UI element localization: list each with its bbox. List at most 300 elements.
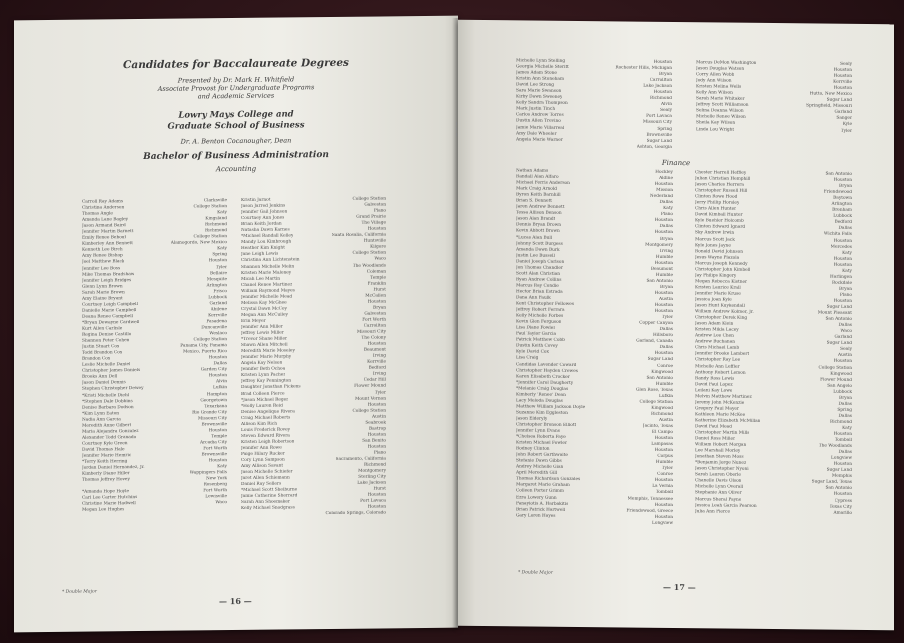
graduate-name: Carl Lee Carter Hutchins bbox=[82, 495, 138, 501]
graduate-name: Christopher Bronson Elliott bbox=[516, 422, 577, 428]
hometown: College Station bbox=[818, 364, 852, 371]
hometown: Houston bbox=[367, 492, 386, 498]
graduate-name: Georgia Michelle Steritt bbox=[516, 64, 569, 70]
hometown: Waco bbox=[840, 328, 852, 335]
graduate-name: Kristen Melina Wells bbox=[696, 84, 742, 90]
graduate-name: Jennifer Gail Johnson bbox=[241, 209, 288, 216]
hometown: Beaumont bbox=[650, 266, 673, 272]
graduate-name: Lisa Diane Fowler bbox=[516, 325, 556, 331]
graduate-name: Marcus DeMon Washington bbox=[696, 60, 757, 66]
hometown: Longview bbox=[831, 455, 852, 462]
hometown: College Station bbox=[352, 408, 386, 414]
graduate-name: Melissa Kay McGhee bbox=[241, 300, 287, 306]
name-column bbox=[695, 170, 852, 528]
graduate-name: Karen Elisabeth Crocker bbox=[516, 373, 570, 380]
hometown: Houston bbox=[208, 458, 227, 464]
graduate-name: Jeffrey Robert Ferrara bbox=[516, 307, 565, 313]
graduate-name: Courtney Ann Jones bbox=[241, 215, 285, 222]
graduate-name: Emily Renee Bebout bbox=[82, 235, 127, 241]
staple-mark bbox=[456, 455, 459, 469]
major-finance-heading: Finance bbox=[661, 158, 691, 168]
hometown: Katy bbox=[217, 464, 227, 470]
graduate-name: Julian Christian Hemphill bbox=[695, 176, 751, 182]
graduate-name: Marcus Joseph Kennedy bbox=[695, 260, 748, 267]
graduate-name: Paul Taylor Garcia bbox=[516, 331, 557, 338]
hometown: Richmond bbox=[205, 222, 227, 228]
hometown: Corpus bbox=[657, 454, 673, 460]
graduate-name: Dustin Keith Covey bbox=[516, 343, 558, 350]
hometown: Memphis bbox=[831, 473, 852, 480]
graduate-name: David Thomas Hale bbox=[82, 447, 125, 453]
hometown: Rockdale bbox=[831, 280, 852, 286]
graduate-name: Michelle Lynn Overall bbox=[695, 484, 744, 491]
hometown: Fort Worth bbox=[203, 488, 227, 494]
hometown: Hurst bbox=[373, 486, 386, 492]
hometown: Tyler bbox=[374, 389, 386, 396]
graduate-name: *Terry Keith Herring bbox=[82, 459, 128, 465]
graduate-name: Kristen Marie Maloney bbox=[241, 269, 292, 276]
graduate-name: Amanda Dawn Burk bbox=[516, 246, 560, 253]
graduate-name: Kristen Lynn Pacher bbox=[241, 372, 286, 379]
graduate-name: Angela Marie Warner bbox=[516, 136, 563, 143]
presented-line-3: and Academic Services bbox=[197, 91, 275, 101]
hometown: Austin bbox=[372, 414, 386, 420]
graduate-name: Daughter Jonathan Pickens bbox=[241, 384, 301, 391]
hometown: Lubbock bbox=[208, 294, 227, 301]
graduate-name: Christopher James Daniels bbox=[82, 368, 141, 374]
graduate-name: Marcus Scott Jack bbox=[695, 236, 735, 243]
hometown: Lake Jackson bbox=[357, 480, 386, 486]
graduate-name: Maria Alejandra Gonzalez bbox=[82, 428, 139, 435]
hometown: Houston bbox=[367, 432, 386, 438]
graduate-name: Jennifer Leigh Bridges bbox=[82, 277, 132, 284]
hometown: Plano bbox=[373, 208, 386, 214]
graduate-name: Christina Anderson bbox=[82, 205, 125, 211]
graduate-name: Thomas Richardson Gonzales bbox=[516, 476, 581, 483]
graduate-name: Todd Brandon Cox bbox=[82, 350, 123, 356]
graduate-name: Alexander Todd Granado bbox=[82, 434, 137, 441]
hometown: Houston bbox=[654, 260, 673, 266]
hometown: Colorado Springs, Colorado bbox=[325, 510, 386, 517]
hometown: Irving bbox=[372, 353, 386, 359]
hometown: Houston bbox=[833, 262, 852, 268]
graduate-name: Leilani Kay Lowe bbox=[695, 387, 733, 394]
name-column bbox=[241, 196, 386, 518]
right-finance-columns bbox=[516, 168, 852, 528]
graduate-name: Deana Renee Campbell bbox=[82, 313, 133, 320]
hometown: Houston bbox=[833, 298, 852, 304]
graduate-name: Jason Charles Herrera bbox=[695, 182, 744, 188]
graduate-name: Jody Ann Wilson bbox=[696, 78, 732, 84]
graduate-name: Jennifer Marie Murphy bbox=[241, 354, 292, 361]
hometown: Carrollton bbox=[649, 77, 672, 84]
hometown: Kerrville bbox=[367, 359, 386, 365]
hometown: Richmond bbox=[651, 411, 673, 417]
graduate-name: Kevin Glen Ferguson bbox=[516, 319, 562, 325]
graduate-name: Gregory Paul Mayer bbox=[695, 406, 739, 412]
hometown: Dallas bbox=[659, 327, 673, 333]
hometown: Ashton, Georgia bbox=[636, 144, 672, 150]
graduate-name: *Amanda Hope Hoyle bbox=[82, 489, 130, 495]
hometown: Sacramento, California bbox=[335, 456, 386, 462]
hometown: Houston bbox=[833, 238, 852, 244]
hometown: Houston bbox=[208, 355, 227, 361]
graduate-name: Jason Daniel Dennis bbox=[82, 380, 126, 387]
graduate-name: *Holly Lauren Reid bbox=[241, 403, 283, 409]
hometown: Hampton bbox=[206, 391, 227, 397]
hometown: Katy bbox=[217, 246, 227, 252]
graduate-name: Rodney Clinton bbox=[516, 446, 550, 452]
left-header bbox=[14, 56, 458, 175]
hometown: Friendswood, Greece bbox=[626, 508, 673, 514]
hometown: Austin bbox=[659, 296, 673, 302]
graduate-name: Carroll Ray Adams bbox=[82, 199, 124, 205]
hometown: Flower Mound bbox=[354, 383, 386, 390]
graduate-name: Jon Thomas Chandler bbox=[516, 265, 563, 271]
hometown: Conroe bbox=[657, 363, 673, 369]
graduate-name: *Chelsea Roberta Faye bbox=[516, 434, 566, 440]
hometown: Richmond bbox=[830, 419, 852, 425]
hometown: Bryan bbox=[660, 236, 673, 242]
graduate-name: Jennifer Marie Hemric bbox=[82, 453, 132, 459]
hometown: Houston bbox=[654, 218, 673, 224]
hometown: Jacinto, Texas bbox=[642, 423, 673, 429]
hometown: Sealy bbox=[840, 347, 852, 353]
hometown: Katy bbox=[842, 425, 852, 431]
graduate-name: Glenn Lynn Brown bbox=[82, 283, 123, 290]
hometown: Bryan bbox=[373, 305, 386, 311]
graduate-name: Randall Alan Alfaro bbox=[516, 174, 559, 180]
graduate-name: Panayiotis A. Harbakitis bbox=[516, 500, 569, 507]
hometown: Sealy bbox=[660, 108, 672, 114]
graduate-name: Jason Alan Brandt bbox=[516, 216, 556, 223]
hometown: Hillsboro bbox=[652, 333, 673, 339]
graduate-name: April Meredith Gill bbox=[516, 470, 558, 477]
hometown: Franklin bbox=[367, 281, 386, 287]
graduate-name: Jessica Joan Kyle bbox=[695, 297, 732, 303]
graduate-name: Jennifer Marie Kruse bbox=[695, 291, 741, 297]
graduate-name: *Trevor Shane Miller bbox=[241, 336, 288, 343]
graduate-name: Jason Christopher Nyoni bbox=[695, 466, 749, 473]
hometown: Humble bbox=[655, 272, 673, 278]
graduate-name: Craig Michael Roberts bbox=[241, 415, 291, 421]
hometown: Kyle bbox=[842, 122, 852, 128]
graduate-name: Meredith Marie Moseley bbox=[241, 348, 295, 355]
graduate-name: *Melanie Craig Douglas bbox=[516, 386, 569, 392]
hometown: Temple bbox=[370, 275, 386, 281]
graduate-name: Shawn Allen Mitchell bbox=[241, 342, 288, 349]
graduate-name: Brian Keith Jordan bbox=[241, 221, 282, 228]
hometown: Kingwood bbox=[651, 405, 673, 411]
graduate-name: Chris Michael Lamb bbox=[695, 345, 740, 352]
hometown: Kingsland bbox=[205, 216, 227, 222]
graduate-name: Mark Justin Tinch bbox=[516, 106, 556, 113]
graduate-name: Katherine Elizabeth McMillan bbox=[695, 418, 761, 424]
graduate-name: Sarah Marie Brown bbox=[82, 289, 125, 296]
hometown: Garland, Canada bbox=[636, 338, 673, 345]
graduate-name: Kristen Leigh Robertson bbox=[241, 439, 295, 445]
graduate-name: Andrew Buchanan bbox=[695, 339, 736, 345]
hometown: Houston bbox=[654, 181, 673, 188]
graduate-name: Jesus Wayne Plazola bbox=[695, 254, 740, 261]
hometown: Houston bbox=[654, 478, 673, 484]
graduate-name: Kenneth Lee Birch bbox=[82, 247, 123, 253]
graduate-name: Jeffrey Lewis Miller bbox=[241, 330, 284, 336]
hometown: Waco bbox=[374, 256, 386, 263]
hometown: Lewisville bbox=[205, 494, 227, 500]
hometown: Spring bbox=[212, 252, 227, 258]
graduate-name: Selina Deanna Wilson bbox=[696, 108, 744, 115]
graduate-name: Thomas Jeffrey Hovey bbox=[82, 477, 130, 483]
hometown: Houston bbox=[833, 256, 852, 262]
hometown: Fort Worth bbox=[362, 317, 386, 323]
graduate-name: Ryan Andrew Collins bbox=[516, 277, 562, 283]
hometown: Houston bbox=[367, 504, 386, 511]
major-accounting-heading: Accounting bbox=[215, 164, 257, 173]
hometown: San Antonio bbox=[646, 375, 673, 381]
hometown: Seabrook bbox=[365, 420, 386, 426]
graduate-name: Kyle Jones Jayne bbox=[695, 242, 731, 249]
hometown: Houston bbox=[833, 67, 852, 73]
hometown: Montgomery bbox=[645, 242, 673, 248]
graduate-name: Andrew Lee Chen bbox=[695, 333, 734, 339]
graduate-name: Courtney Kyle Green bbox=[82, 441, 128, 447]
page-number-left: — 16 — bbox=[219, 595, 252, 607]
graduate-name: Megan Lee Hughes bbox=[82, 507, 125, 514]
hometown: Dallas bbox=[659, 345, 673, 351]
graduate-name: Jordan Daniel Hernandez, Jr. bbox=[82, 465, 145, 471]
hometown: Wichita Falls bbox=[823, 232, 852, 238]
graduate-name: James Adam Stone bbox=[516, 70, 557, 76]
graduate-name: Jamie Catherine Sherrard bbox=[241, 493, 298, 500]
presenter bbox=[14, 74, 458, 103]
graduate-name: Denise Angelique Rivera bbox=[241, 409, 295, 415]
graduate-name: Leslie Michelle Daniel bbox=[82, 362, 131, 368]
hometown: Dallas bbox=[838, 401, 852, 407]
hometown: Bedford bbox=[834, 220, 852, 226]
graduate-name: Heather Kim Knight bbox=[241, 245, 285, 252]
hometown: Coleman bbox=[366, 268, 386, 275]
hometown: Houston bbox=[367, 299, 386, 305]
hometown: Bryan bbox=[659, 71, 672, 78]
hometown: Kingwood bbox=[830, 371, 852, 377]
list-item bbox=[82, 506, 227, 514]
graduate-name: John Robert Garthwaite bbox=[516, 452, 568, 459]
hometown: Arlington bbox=[206, 282, 227, 288]
hometown: Missouri City bbox=[642, 120, 672, 126]
hometown: Houston bbox=[208, 258, 227, 264]
hometown: The Woodlands bbox=[352, 262, 386, 269]
hometown: Amarillo bbox=[833, 510, 852, 516]
hometown: Bryan bbox=[839, 183, 852, 189]
graduate-name: Steven Edward Rivera bbox=[241, 433, 290, 439]
graduate-name: Tessa Allison Benson bbox=[516, 210, 562, 217]
graduate-name: Amy Renee Bishop bbox=[82, 253, 123, 260]
graduate-name: Lisa Craig bbox=[516, 355, 539, 362]
graduate-name: Brooks Ann Dell bbox=[82, 374, 118, 380]
graduate-name: Sarah Marie Whitaker bbox=[696, 96, 745, 102]
graduate-name: Clinton Edward Ignard bbox=[695, 224, 746, 231]
graduate-name: Marcus Ray Condie bbox=[516, 283, 559, 289]
graduate-name: Clinton Rowe Hood bbox=[695, 194, 738, 200]
hometown: Houston bbox=[654, 230, 673, 236]
hometown: Sanger bbox=[836, 116, 852, 122]
hometown: Houston bbox=[654, 351, 673, 357]
graduate-name: Louis Frederick Rovey bbox=[241, 427, 291, 433]
graduate-name: *Michael Randall Kelley bbox=[241, 233, 294, 240]
hometown: Sugar Land bbox=[646, 138, 672, 144]
list-item bbox=[241, 511, 386, 519]
hometown: Humble bbox=[655, 254, 673, 260]
hometown: The Woodlands bbox=[818, 443, 852, 449]
graduate-name: *Benjamin Jorge Nunez bbox=[695, 460, 747, 466]
graduate-name: Jay Philips Kingery bbox=[695, 272, 737, 279]
hometown: Harlingen bbox=[830, 274, 852, 280]
graduate-name: Jeffrey Scott Williamson bbox=[696, 102, 749, 109]
hometown: El Campo bbox=[651, 429, 673, 435]
graduate-name: Christopher Hayden Crewes bbox=[516, 367, 578, 374]
hometown: Bastrop bbox=[368, 426, 386, 432]
hometown: Flower Mound bbox=[820, 377, 852, 383]
hometown: Lufkin bbox=[659, 393, 673, 399]
hometown: Dallas bbox=[659, 200, 673, 206]
hometown: Humble bbox=[655, 460, 673, 466]
hometown: Missouri City bbox=[197, 415, 227, 422]
graduate-name: Sarah Ann Shoemaker bbox=[241, 499, 290, 506]
graduate-name: Kristin Ann Stoneham bbox=[516, 76, 565, 82]
graduate-name: David Paul Mead bbox=[695, 424, 732, 430]
graduate-name: Jaren Andrew Bennett bbox=[516, 204, 565, 211]
hometown: Beaumont bbox=[363, 347, 386, 353]
hometown: Hutto, New Mexico bbox=[809, 91, 852, 98]
graduate-name: Megan Ann McCulley bbox=[241, 312, 288, 318]
graduate-name: Jennifer Lee Boss bbox=[82, 265, 121, 272]
graduate-name: Shannon Peter Cohen bbox=[82, 338, 130, 344]
graduate-name: Kelly Sandra Thompson bbox=[516, 100, 568, 107]
hometown: La Vernia bbox=[652, 484, 673, 490]
hometown: Alvin bbox=[215, 379, 227, 385]
hometown: Houston bbox=[833, 85, 852, 92]
hometown: Brenham bbox=[832, 207, 852, 214]
graduate-name: Micah Lee Martin bbox=[241, 276, 281, 282]
graduate-name: Suzanne Kim Eggleston bbox=[516, 410, 568, 416]
hometown: Duncanville bbox=[201, 325, 227, 331]
graduate-name: *Kim Lynn Eaton bbox=[82, 410, 120, 417]
graduate-name: Carlos Andrew Torres bbox=[516, 112, 564, 119]
hometown: Plano bbox=[660, 212, 673, 218]
graduate-name: Danielle Marie Campbell bbox=[82, 307, 137, 314]
hometown: Kerrville bbox=[833, 79, 852, 85]
hometown: Panama City, Panama bbox=[180, 343, 227, 349]
hometown: Houston bbox=[208, 427, 227, 434]
graduate-name: Natasha Dawn Karnes bbox=[241, 227, 290, 234]
hometown: Garland bbox=[834, 110, 852, 116]
hometown: Houston bbox=[833, 431, 852, 437]
graduate-name: Hector Brian Estrada bbox=[516, 289, 563, 295]
hometown: Austin bbox=[659, 417, 673, 423]
hometown: Missouri City bbox=[356, 329, 386, 335]
hometown: Texarkana bbox=[204, 403, 227, 409]
hometown: Houston bbox=[653, 89, 672, 96]
hometown: Spring bbox=[657, 126, 672, 132]
name-column bbox=[82, 198, 227, 520]
hometown: Houston bbox=[653, 59, 672, 65]
hometown: San Antonio bbox=[825, 171, 852, 177]
hometown: Rio Grande City bbox=[192, 409, 227, 416]
hometown: San Angelo bbox=[827, 383, 852, 389]
graduate-name: Jason Elderyly bbox=[516, 416, 548, 422]
hometown: Houston bbox=[833, 461, 852, 468]
hometown: Richmond bbox=[364, 462, 386, 468]
graduate-name: Colleen Porter Grimm bbox=[516, 488, 564, 495]
graduate-name: Jennifer Ann Miller bbox=[241, 324, 283, 330]
hometown: Sugar Land bbox=[826, 97, 852, 104]
graduate-name: Regina Denise Castillo bbox=[82, 332, 132, 338]
graduate-name: Kelly Ann Wilson bbox=[696, 90, 733, 96]
graduate-name: Thomas Angle bbox=[82, 211, 113, 217]
graduate-name: Corry Allen Webb bbox=[696, 72, 735, 78]
graduate-name: Kyle Buehler Holcomb bbox=[695, 218, 744, 225]
graduate-name: Jennifer Ann Rowe bbox=[241, 445, 282, 451]
hometown: Sugar Land bbox=[826, 467, 852, 474]
graduate-name: Michelle Lynn Stelling bbox=[516, 58, 566, 64]
hometown: Hockley bbox=[655, 169, 673, 175]
hometown: Tyler bbox=[661, 466, 673, 472]
hometown: College Station bbox=[352, 196, 386, 202]
graduate-name: Kristen Mikla Lacey bbox=[695, 327, 739, 333]
graduate-name: Michelle Renee Wilson bbox=[696, 114, 746, 121]
graduate-name: Jaret Allen Schiemann bbox=[241, 475, 290, 482]
graduate-name: William Andrew Kolmer, Jr. bbox=[695, 309, 754, 315]
hometown: Pasadena bbox=[206, 319, 227, 325]
hometown: Galveston bbox=[364, 311, 386, 317]
graduate-name: *Bryan Dewayne Cardwell bbox=[82, 319, 140, 326]
graduate-name: David Paul Lopez bbox=[695, 381, 733, 388]
graduate-name: Crystal Dawn McCoy bbox=[241, 306, 287, 312]
hometown: Weslaco bbox=[209, 331, 227, 337]
hometown: Texas City bbox=[829, 504, 852, 510]
graduate-name: Dustin Allen Trevino bbox=[516, 118, 561, 125]
hometown: Houston bbox=[833, 359, 852, 365]
graduate-name: Jennifer Michelle Mead bbox=[241, 294, 293, 300]
hometown: Temple bbox=[211, 433, 227, 440]
graduate-name: David Kimball Hunter bbox=[695, 212, 743, 219]
hometown: Conroe bbox=[657, 472, 673, 478]
graduate-name: Shannon Michelle Melin bbox=[241, 263, 295, 270]
graduate-name: Candidas Lavender Coward bbox=[516, 361, 577, 368]
hometown: Houston bbox=[654, 502, 673, 508]
graduate-name: Linda Lou Wright bbox=[696, 126, 735, 133]
hometown: Rosenberg bbox=[203, 482, 227, 488]
hometown: Humble bbox=[655, 381, 673, 387]
hometown: Houston bbox=[833, 492, 852, 498]
graduate-name: Sky Andrew Irwin bbox=[695, 230, 735, 237]
graduate-name: Christopher John Kimbell bbox=[695, 266, 751, 273]
hometown: Dallas bbox=[659, 224, 673, 230]
hometown: Katy bbox=[842, 250, 852, 256]
left-page bbox=[14, 16, 458, 633]
hometown: Grand Prairie bbox=[356, 214, 386, 220]
graduate-name: Nadia Ann Garcia bbox=[82, 416, 121, 423]
graduate-name: Jennifer Martin Barnett bbox=[82, 229, 134, 235]
graduate-name: Erin Meyer bbox=[241, 318, 266, 324]
name-column bbox=[516, 168, 673, 526]
hometown: Georgetown bbox=[200, 397, 227, 403]
graduate-name: *Kristi Michelle Diehl bbox=[82, 392, 130, 399]
hometown: Plano bbox=[373, 450, 386, 456]
graduate-name: Kent Christopher Fellowes bbox=[516, 301, 575, 307]
hometown: San Benito bbox=[362, 438, 386, 444]
